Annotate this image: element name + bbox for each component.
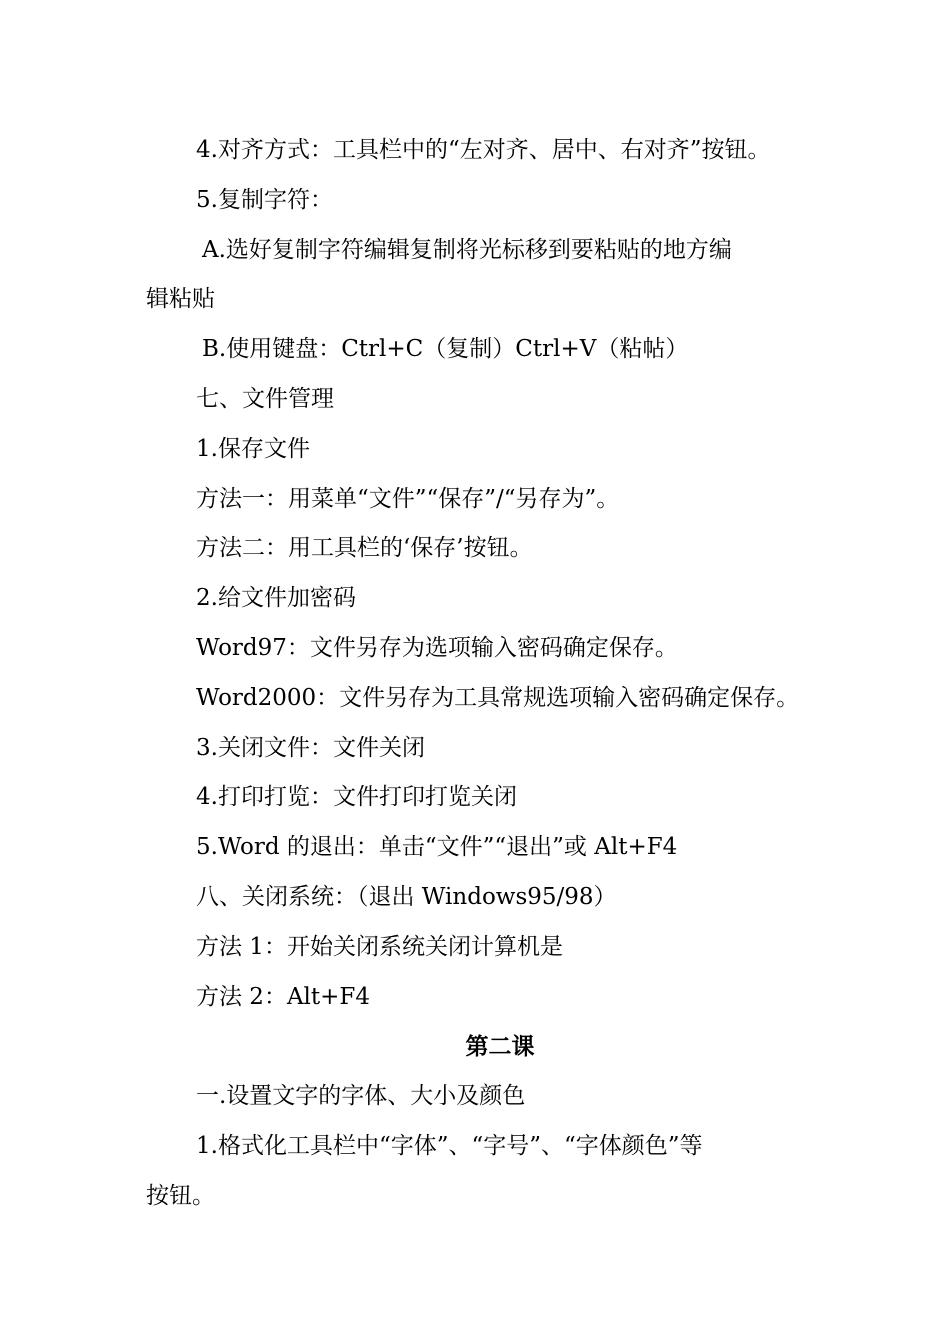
text-line-format-toolbar-continued: 按钮。 (146, 1182, 215, 1209)
text-line-word-exit: 5.Word 的退出：单击“文件”“退出”或 Alt+F4 (196, 834, 678, 861)
text-line-save-file: 1.保存文件 (196, 435, 310, 462)
text-line-word2000: Word2000：文件另存为工具常规选项输入密码确定保存。 (196, 684, 800, 711)
section-heading-shutdown: 八、关闭系统：（退出 Windows95/98） (196, 883, 617, 910)
text-line-copy-a: A.选好复制字符编辑复制将光标移到要粘贴的地方编 (202, 236, 732, 263)
section-heading-file-management: 七、文件管理 (196, 385, 334, 412)
text-line-shutdown-method-1: 方法 1：开始关闭系统关闭计算机是 (196, 933, 563, 960)
lesson-title: 第二课 (465, 1033, 535, 1061)
text-line-save-method-2: 方法二：用工具栏的‘保存’按钮。 (196, 535, 533, 562)
text-line-copy-b: B.使用键盘：Ctrl+C（复制）Ctrl+V（粘帖） (202, 336, 689, 363)
text-line-save-method-1: 方法一：用菜单“文件”“保存”/“另存为”。 (196, 485, 620, 512)
section-heading-font-settings: 一.设置文字的字体、大小及颜色 (196, 1083, 526, 1110)
text-line-shutdown-method-2: 方法 2：Alt+F4 (196, 983, 371, 1010)
text-line-format-toolbar: 1.格式化工具栏中“字体”、“字号”、“字体颜色”等 (196, 1132, 703, 1159)
text-line-alignment: 4.对齐方式：工具栏中的“左对齐、居中、右对齐”按钮。 (196, 137, 771, 163)
text-line-copy-heading: 5.复制字符： (196, 186, 333, 213)
document-body (146, 126, 818, 1222)
text-line-copy-a-continued: 辑粘贴 (146, 286, 215, 313)
text-line-word97: Word97：文件另存为选项输入密码确定保存。 (196, 634, 678, 661)
text-line-password: 2.给文件加密码 (196, 585, 356, 612)
text-line-print-preview: 4.打印打览：文件打印打览关闭 (196, 784, 517, 811)
text-line-close-file: 3.关闭文件：文件关闭 (196, 734, 425, 761)
